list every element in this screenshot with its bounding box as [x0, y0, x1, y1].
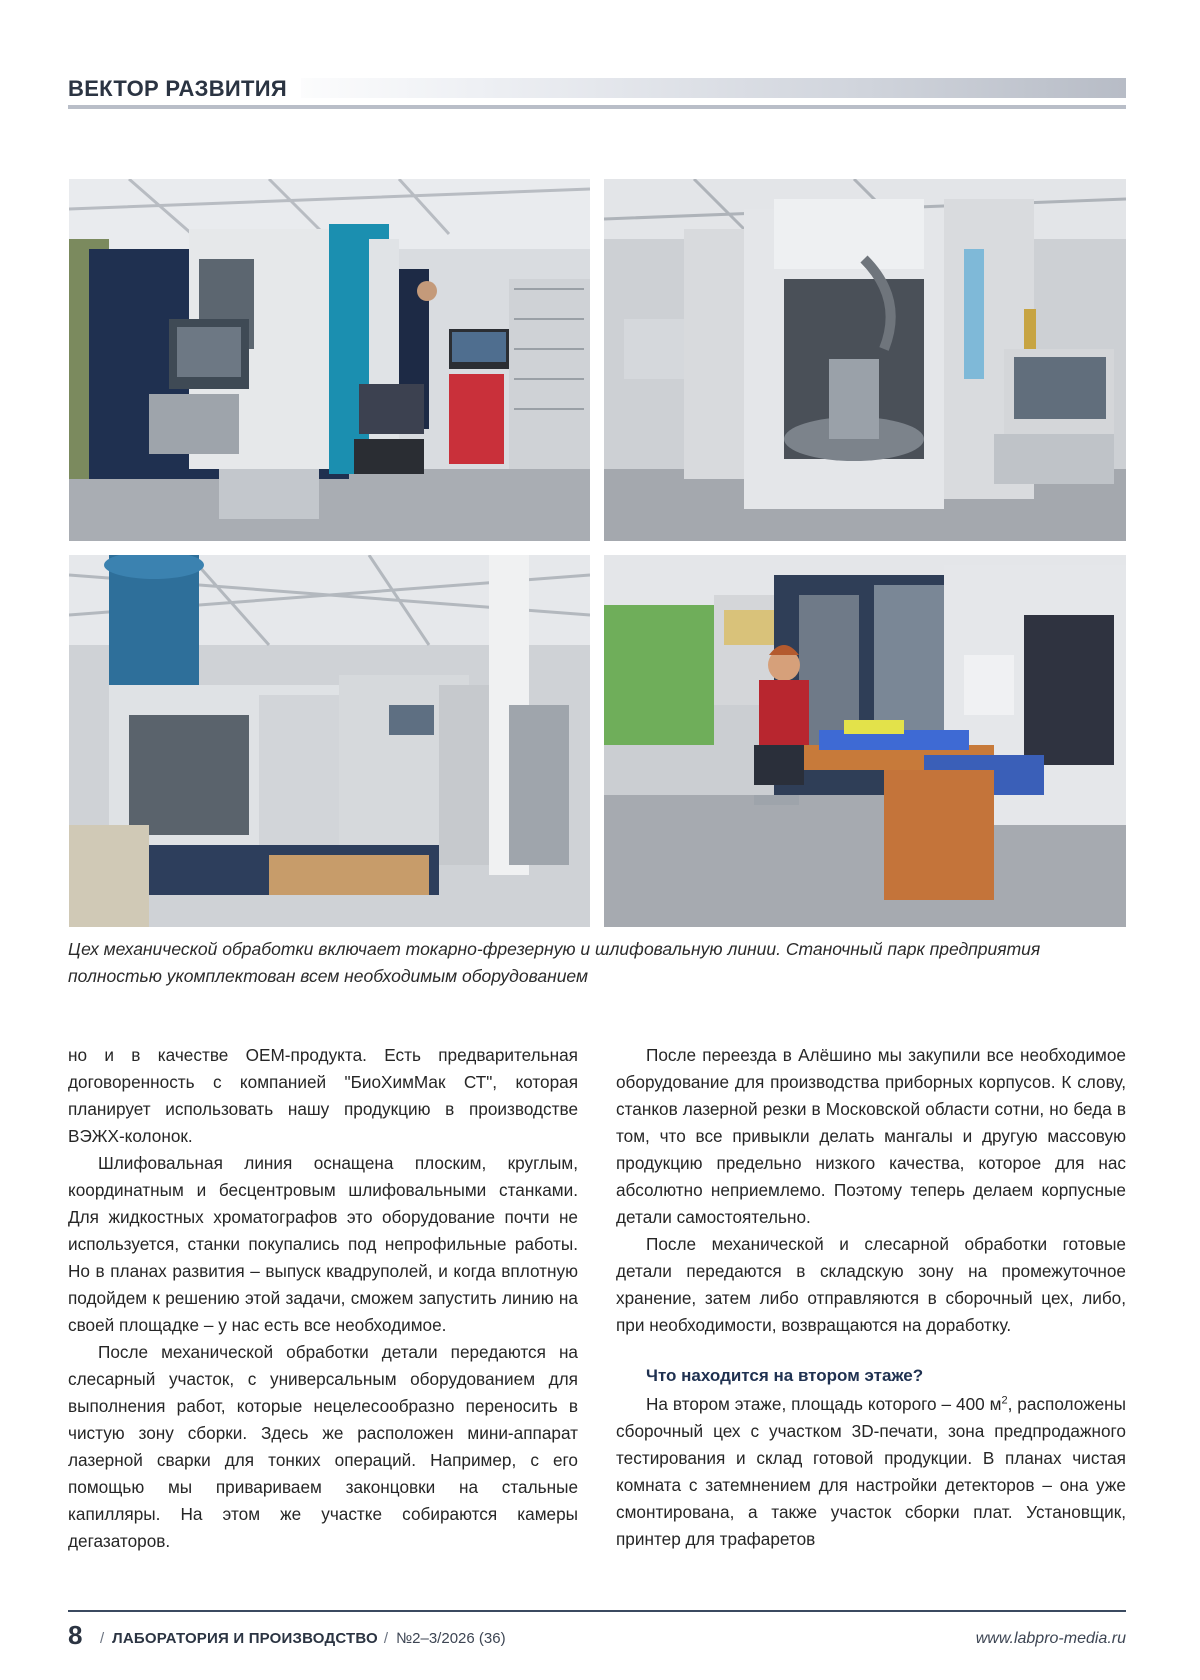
text-column-left: [68, 1042, 578, 1555]
paragraph-text-start: На втором этаже, площадь которого – 400 м: [646, 1394, 1002, 1414]
machining-center-photo: [69, 179, 590, 541]
section-header: [68, 76, 1126, 110]
footer-rule: [68, 1610, 1126, 1612]
text-column-right: [616, 1042, 1126, 1553]
separator: /: [383, 1630, 389, 1647]
header-rule: [68, 105, 1126, 109]
superscript: 2: [1001, 1394, 1008, 1407]
magazine-name: ЛАБОРАТОРИЯ И ПРОИЗВОДСТВО: [112, 1630, 378, 1647]
issue-number: №2–3/2026 (36): [396, 1630, 506, 1647]
milling-machine-illustration: [604, 179, 1126, 541]
page-number: 8: [68, 1620, 83, 1650]
milling-machine-photo: [604, 179, 1126, 541]
paragraph-text-end: , расположены сборочный цех с участком 3D-печати, зона предпродажного тестирования и склад готовой продукции. В планах чистая комната с затемнением для настройки детекторов – она уже смонтирована, а также участок сборки плат. Установщик, принтер для трафаретов: [616, 1394, 1126, 1549]
paragraph: но и в качестве ОЕМ-продукта. Есть предварительная договоренность с компанией "БиоХимМак СТ", которая планирует использовать нашу продукцию в производстве ВЭЖХ-колонок.: [68, 1045, 578, 1146]
paragraph: После механической обработки детали передаются на слесарный участок, с универсальным оборудованием для выполнения работ, которые нецелесообразно переносить в чистую зону сборки. Здесь же расположен мини-аппарат лазерной сварки для тонких операций. Например, с его помощью мы привариваем законцовки на стальные капилляры. На этом же участке собираются камеры дегазаторов.: [68, 1342, 578, 1551]
subheading: Что находится на втором этаже?: [646, 1366, 924, 1385]
paragraph: После переезда в Алёшино мы закупили все необходимое оборудование для производства приборных корпусов. К слову, станков лазерной резки в Московской области сотни, но беда в том, что все привыкли делать мангалы и другую массовую продукцию предельно низкого качества, которое для нас абсолютно неприемлемо. Поэтому теперь делаем корпусные детали самостоятельно.: [616, 1045, 1126, 1227]
page-footer: [68, 1616, 1126, 1656]
publication-info: [94, 1630, 506, 1647]
separator: /: [100, 1630, 105, 1647]
section-title: ВЕКТОР РАЗВИТИЯ: [68, 76, 301, 102]
header-gradient-band: [258, 78, 1126, 98]
worker-at-bench-illustration: [604, 555, 1126, 927]
lathe-line-illustration: [69, 555, 590, 927]
paragraph: После механической и слесарной обработки готовые детали передаются в складскую зону на промежуточное хранение, затем либо отправляются в сборочный цех, либо, при необходимости, возвращаются на доработку.: [616, 1234, 1126, 1335]
lathe-line-photo: [69, 555, 590, 927]
machining-center-illustration: [69, 179, 590, 541]
worker-at-bench-photo: [604, 555, 1126, 927]
paragraph: [616, 1391, 1126, 1553]
website-link[interactable]: www.labpro-media.ru: [975, 1630, 1126, 1647]
photo-caption: Цех механической обработки включает токарно-фрезерную и шлифовальную линии. Станочный парк предприятия полностью укомплектован всем необходимым оборудованием: [68, 939, 1041, 986]
paragraph: Шлифовальная линия оснащена плоским, круглым, координатным и бесцентровым шлифовальными станками. Для жидкостных хроматографов это оборудование почти не используется, станки покупались под непрофильные работы. Но в планах развития – выпуск квадруполей, и когда вплотную подойдем к решению этой задачи, сможем запустить линию на своей площадке – у нас есть все необходимое.: [68, 1153, 578, 1335]
